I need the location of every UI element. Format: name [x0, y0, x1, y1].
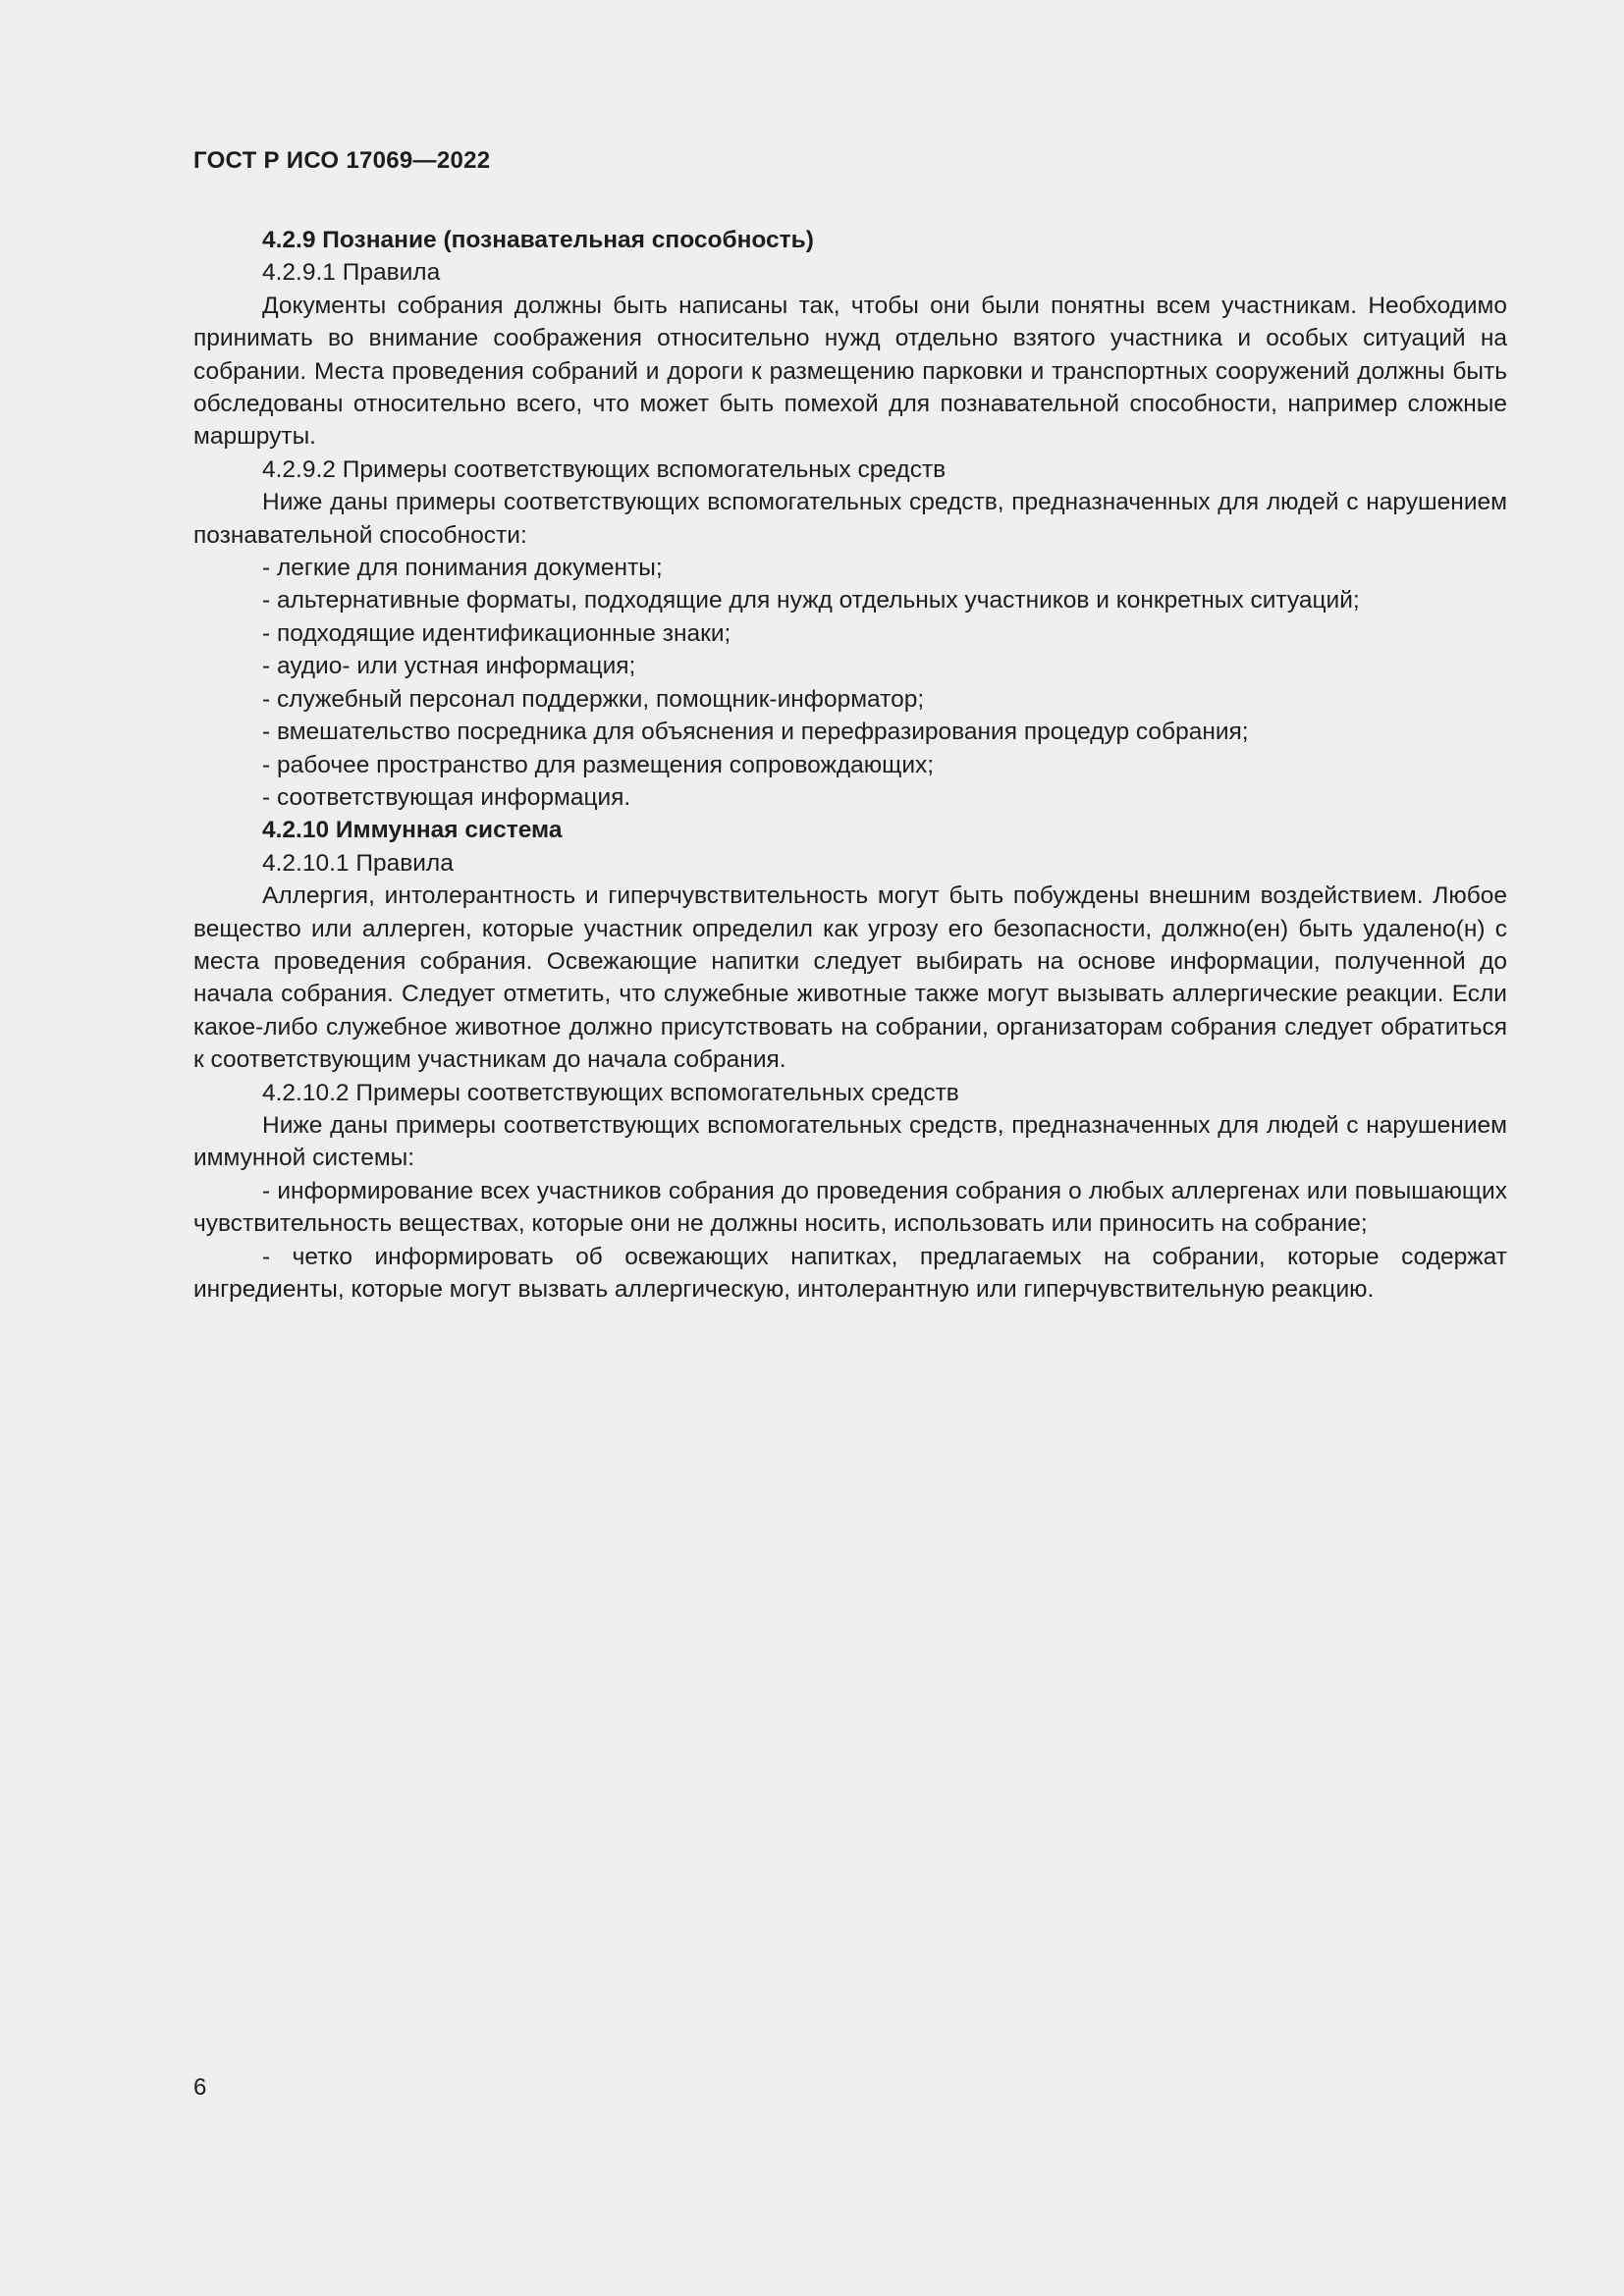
list-item: - соответствующая информация.: [262, 783, 631, 811]
list-item: - легкие для понимания документы;: [262, 555, 663, 582]
list-item: - альтернативные форматы, подходящие для нужд отдельных участников и конкретных ситуаций;: [262, 587, 1360, 614]
list-item: - рабочее пространство для размещения сопровождающих;: [262, 751, 935, 778]
paragraph-examples-intro-immune: Ниже даны примеры соответствующих вспомогательных средств, предназначенных для людей с нарушением иммунной системы:: [193, 1111, 1507, 1172]
subsection-heading-4-2-9-1: 4.2.9.1 Правила: [262, 259, 441, 287]
subsection-heading-4-2-9-2: 4.2.9.2 Примеры соответствующих вспомогательных средств: [262, 455, 947, 483]
paragraph-examples-intro-cognition: Ниже даны примеры соответствующих вспомогательных средств, предназначенных для людей с нарушением познавательной способности:: [193, 489, 1507, 549]
list-item: - четко информировать об освежающих напитках, предлагаемых на собрании, которые содержат ингредиенты, которые могут вызвать аллергическую, интолерантную или гиперчувствительную реакцию.: [193, 1243, 1507, 1303]
section-heading-4-2-9: 4.2.9 Познание (познавательная способность): [262, 227, 814, 253]
document-code-header: ГОСТ Р ИСО 17069—2022: [193, 147, 491, 174]
list-item: - подходящие идентификационные знаки;: [262, 619, 731, 647]
section-heading-4-2-10: 4.2.10 Иммунная система: [262, 817, 563, 844]
list-item: - аудио- или устная информация;: [262, 653, 636, 680]
list-item: - вмешательство посредника для объяснения и перефразирования процедур собрания;: [262, 719, 1249, 746]
paragraph-rules-cognition: Документы собрания должны быть написаны так, чтобы они были понятны всем участникам. Необходимо принимать во внимание соображения относительно нужд отдельно взятого участника и особых ситуаций на собрании. Места проведения собраний и дороги к размещению парковки и транспортных сооружений должны быть обследованы относительно всего, что может быть помехой для познавательной способности, например сложные маршруты.: [193, 292, 1507, 451]
list-item: - служебный персонал поддержки, помощник-информатор;: [262, 685, 925, 713]
page-number: 6: [193, 2074, 207, 2101]
subsection-heading-4-2-10-2: 4.2.10.2 Примеры соответствующих вспомогательных средств: [262, 1079, 959, 1106]
paragraph-rules-immune: Аллергия, интолерантность и гиперчувствительность могут быть побуждены внешним воздействием. Любое вещество или аллерген, которые участник определил как угрозу его безопасности, должно(ен) быть удалено(н) с места проведения собрания. Освежающие напитки следует выбирать на основе информации, полученной до начала собрания. Следует отметить, что служебные животные также могут вызывать аллергические реакции. Если какое-либо служебное животное должно присутствовать на собрании, организаторам собрания следует обратиться к соответствующим участникам до начала собрания.: [193, 882, 1507, 1074]
subsection-heading-4-2-10-1: 4.2.10.1 Правила: [262, 849, 454, 877]
list-item: - информирование всех участников собрания до проведения собрания о любых аллергенах или повышающих чувствительность веществах, которые они не должны носить, использовать или приносить на собрание;: [193, 1177, 1507, 1238]
document-body: [193, 224, 1507, 1306]
